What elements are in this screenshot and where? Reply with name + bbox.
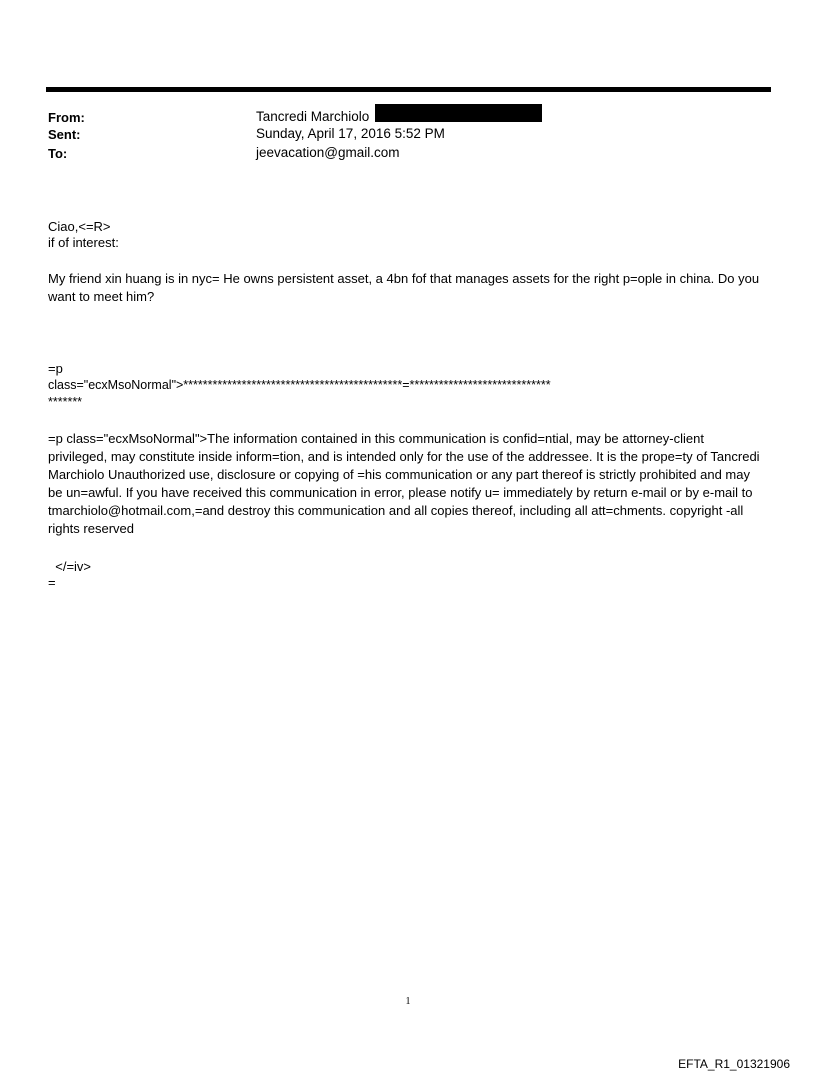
sent-label: Sent: (48, 127, 81, 142)
message-paragraph: My friend xin huang is in nyc= He owns persistent asset, a 4bn fof that manages assets for the right p=ople in china. Do you want to meet him? (48, 271, 763, 304)
sent-value: Sunday, April 17, 2016 5:52 PM (256, 126, 445, 141)
disclaimer-paragraph: =p class="ecxMsoNormal">The information contained in this communication is confid=ntial, may be attorney-client privileged, may constitute inside inform=tion, and is intended only for the use of the addressee. It is the prope=ty of Tancredi Marchiolo Unauthorized use, disclosure or copying of =his communication or any part thereof is strictly prohibited and may be un=awful. If you have received this communication in error, please notify u= immediately by return e-mail or by e-mail to tmarchiolo@hotmail.com,=and destroy this communication and all copies thereof, including all att=chments. copyright -all rights reserved (48, 431, 764, 536)
to-label: To: (48, 146, 68, 161)
greeting-line-2: if of interest: (48, 235, 119, 250)
page-number: 1 (405, 996, 411, 1007)
closing-line-1: </=iv> (48, 559, 92, 574)
redaction-block (375, 104, 542, 122)
code-line-1: =p (48, 361, 63, 376)
to-value: jeevacation@gmail.com (256, 145, 400, 160)
from-value: Tancredi Marchiolo (256, 109, 370, 124)
code-line-3: ******* (48, 395, 83, 409)
greeting-line-1: Ciao,<=R> (48, 219, 111, 234)
from-label: From: (48, 110, 85, 125)
code-line-2: class="ecxMsoNormal">*********************************************=***************************** (48, 378, 551, 392)
top-rule (46, 87, 771, 92)
document-id: EFTA_R1_01321906 (678, 1057, 790, 1071)
closing-line-2: = (48, 575, 56, 590)
